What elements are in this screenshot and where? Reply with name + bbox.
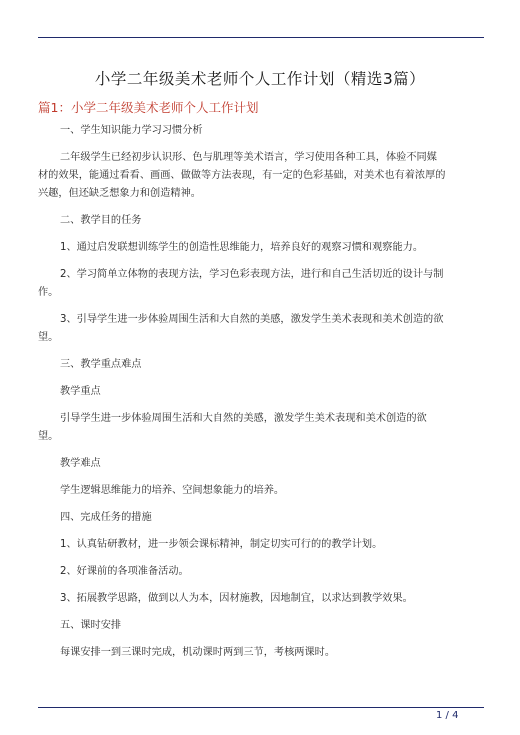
paragraph: 二年级学生已经初步认识形、色与肌理等美术语言，学习使用各种工具，体验不同媒材的效果，能通过看看、画画、做做等方法表现，有一定的色彩基础，对美术也有着浓厚的兴趣，但还缺乏想象力和创造精神。 [38, 152, 446, 199]
paragraph: 3、引导学生进一步体验周围生活和大自然的美感，激发学生美术表现和美术创造的欲望。 [38, 314, 444, 343]
paragraph-heading: 一、学生知识能力学习习惯分析 [60, 125, 203, 136]
footer-rule [38, 707, 484, 708]
paragraph: 2、学习简单立体物的表现方法，学习色彩表现方法，进行和自己生活切近的设计与制作。 [38, 269, 444, 298]
header-rule [38, 37, 484, 38]
paragraph: 2、好课前的各项准备活动。 [60, 566, 189, 577]
paragraph: 3、拓展教学思路，做到以人为本，因材施教，因地制宜，以求达到教学效果。 [60, 593, 413, 604]
page-indicator: 1 / 4 [436, 710, 459, 721]
paragraph-subheading: 教学难点 [60, 458, 101, 469]
paragraph: 学生逻辑思维能力的培养、空间想象能力的培养。 [60, 485, 285, 496]
paragraph-subheading: 教学重点 [60, 386, 101, 397]
section-title: 篇1：小学二年级美术老师个人工作计划 [38, 100, 259, 115]
paragraph-heading: 三、教学重点难点 [60, 359, 142, 370]
paragraph: 1、认真钻研教材，进一步领会课标精神，制定切实可行的的教学计划。 [60, 539, 383, 550]
document-title: 小学二年级美术老师个人工作计划（精选3篇） [94, 70, 426, 88]
paragraph-heading: 二、教学目的任务 [60, 215, 142, 226]
document-body [38, 122, 446, 671]
paragraph: 引导学生进一步体验周围生活和大自然的美感，激发学生美术表现和美术创造的欲望。 [38, 413, 427, 442]
paragraph: 每课安排一到三课时完成，机动课时两到三节，考核两课时。 [60, 647, 336, 658]
paragraph-heading: 五、课时安排 [60, 620, 122, 631]
paragraph-heading: 四、完成任务的措施 [60, 512, 152, 523]
paragraph: 1、通过启发联想训练学生的创造性思维能力，培养良好的观察习惯和观察能力。 [60, 242, 424, 253]
